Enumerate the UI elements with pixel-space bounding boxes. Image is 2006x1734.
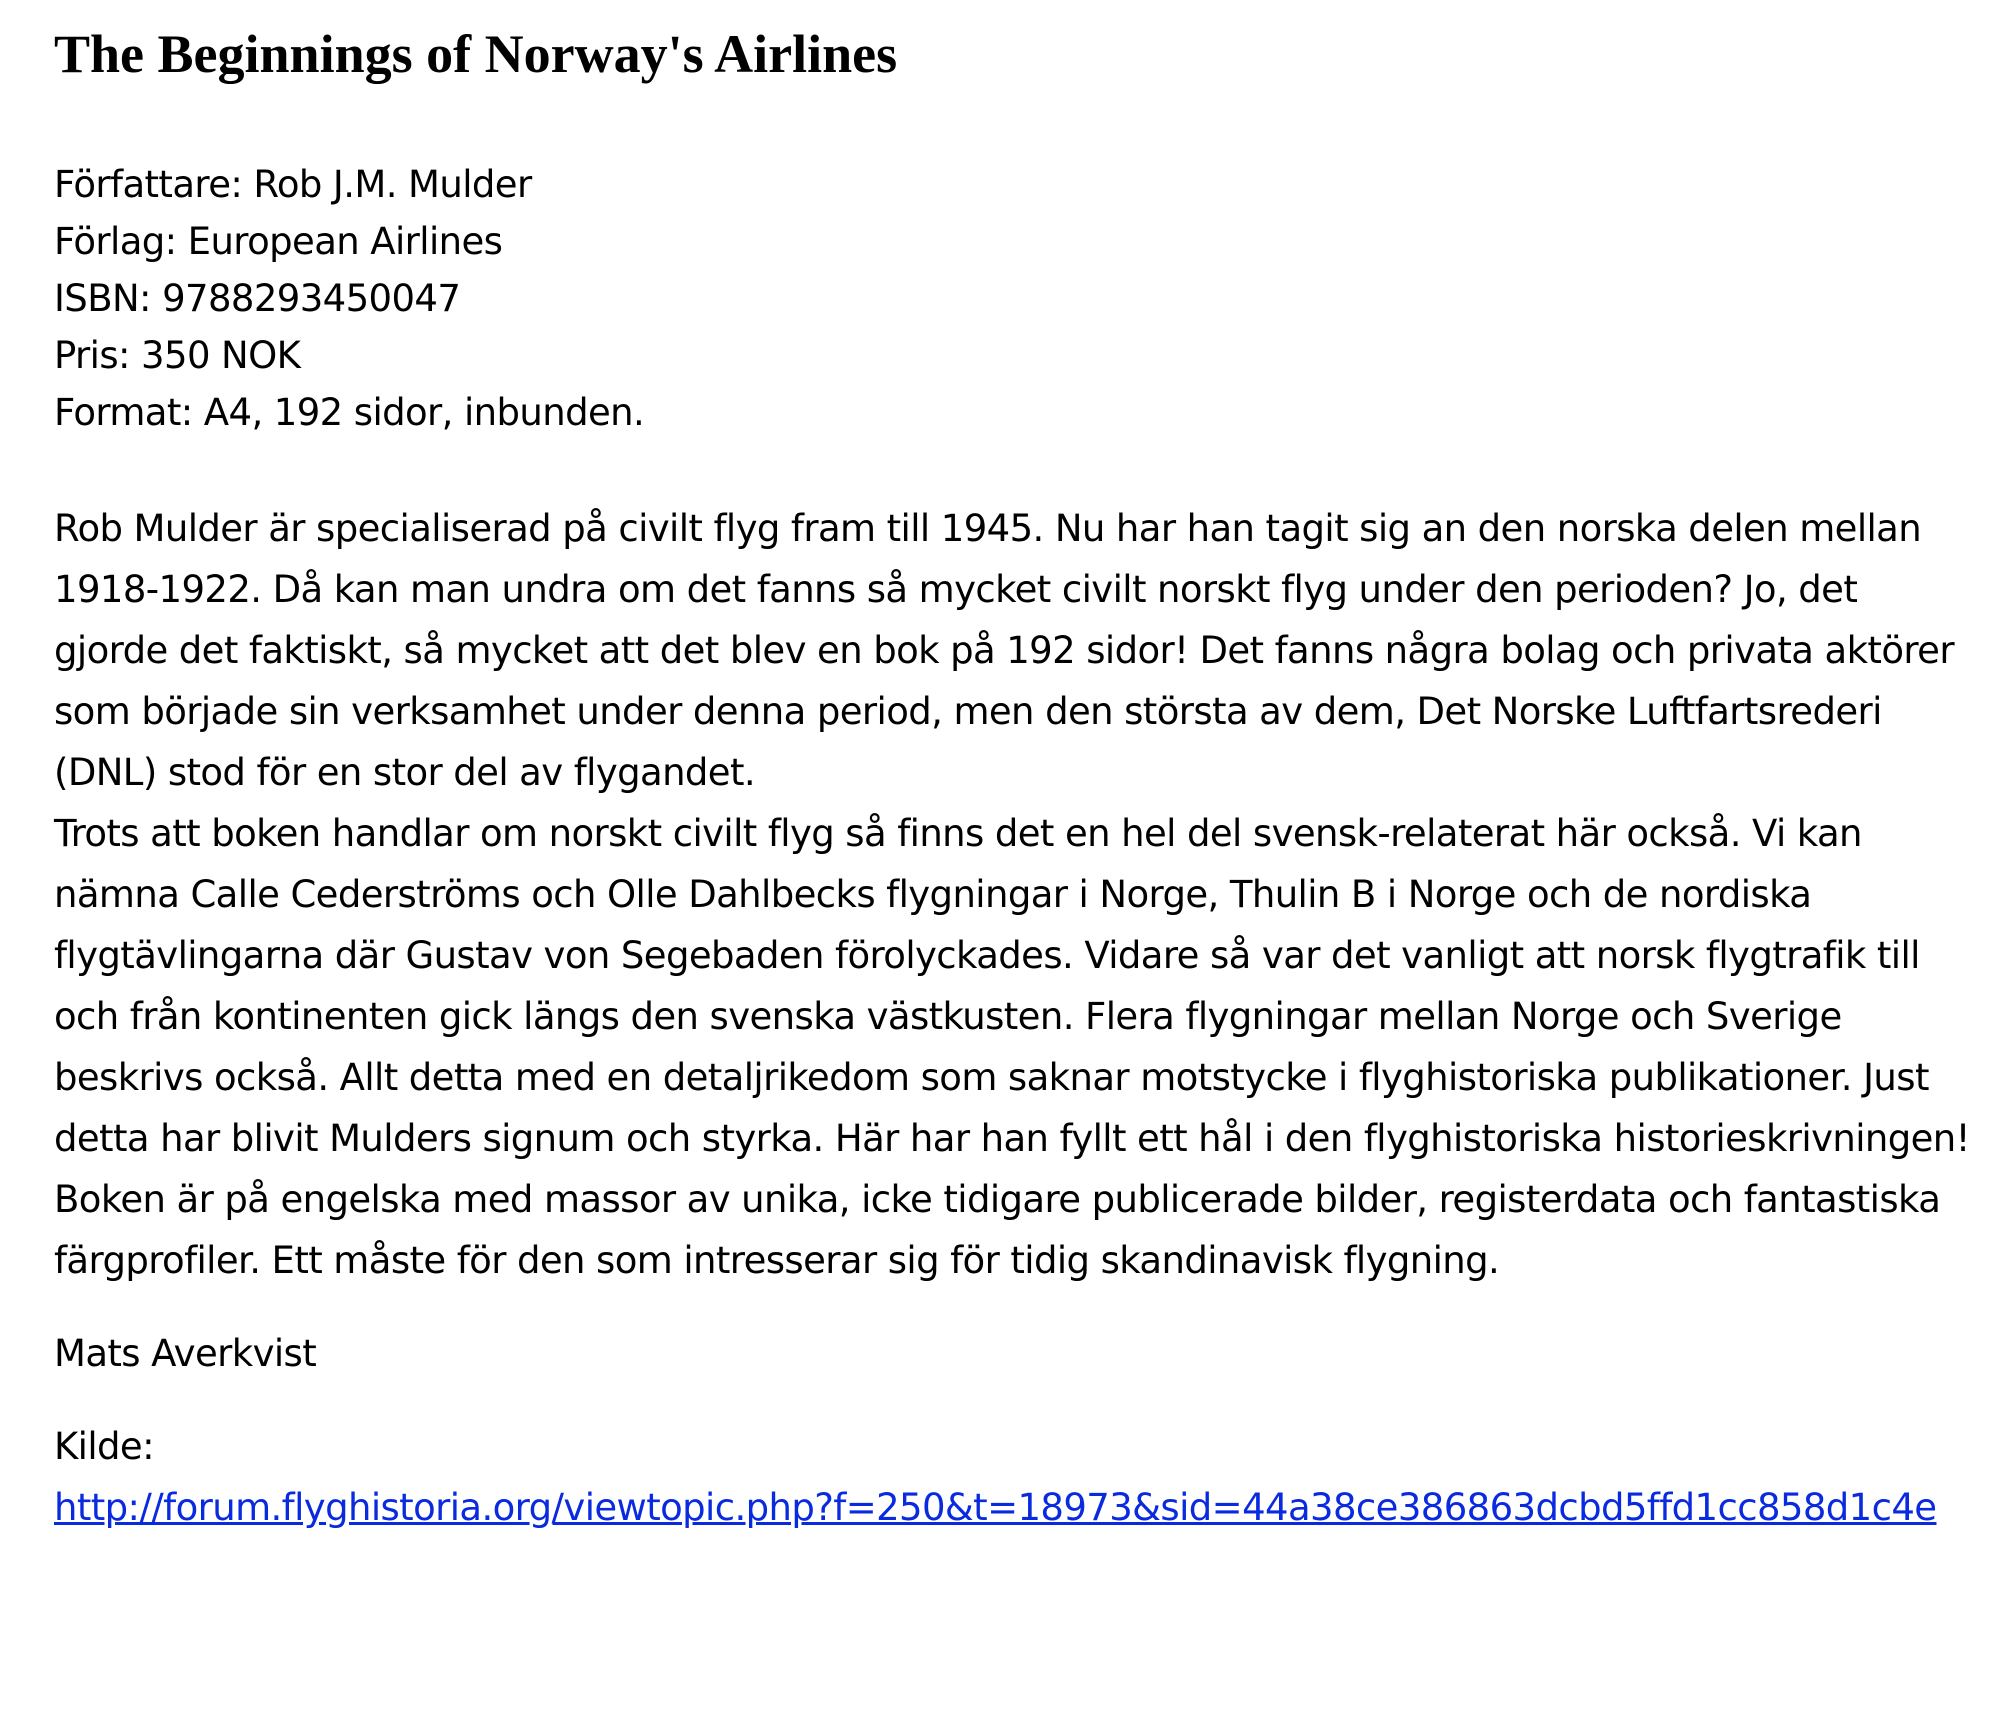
document-page <box>54 20 1974 1538</box>
metadata-isbn: ISBN: 9788293450047 <box>54 277 461 320</box>
review-paragraph: Trots att boken handlar om norskt civilt flyg så finns det en hel del svensk-relaterat här också. Vi kan nämna Calle Cederströms och Olle Dahlbecks flygningar i Norge, Thulin B i Norge och de nordiska flygtävlingarna där Gustav von Segebaden förolyckades. Vidare så var det vanligt att norsk flygtrafik till och från kontinenten gick längs den svenska västkusten. Flera flygningar mellan Norge och Sverige beskrivs också. Allt detta med en detaljrikedom som saknar motstycke i flyghistoriska publikationer. Just detta har blivit Mulders signum och styrka. Här har han fyllt ett hål i den flyghistoriska historieskrivningen! <box>54 812 1970 1160</box>
source-link[interactable]: http://forum.flyghistoria.org/viewtopic.php?f=250&t=18973&sid=44a38ce386863dcbd5ffd1cc858d1c4e <box>54 1486 1937 1529</box>
book-metadata <box>54 156 1974 441</box>
source-label: Kilde: <box>54 1425 154 1468</box>
metadata-publisher: Förlag: European Airlines <box>54 220 503 263</box>
metadata-format: Format: A4, 192 sidor, inbunden. <box>54 391 645 434</box>
metadata-price: Pris: 350 NOK <box>54 334 301 377</box>
review-body <box>54 498 1974 1291</box>
document-title: The Beginnings of Norway's Airlines <box>54 24 898 84</box>
review-paragraph: Rob Mulder är specialiserad på civilt flyg fram till 1945. Nu har han tagit sig an den norska delen mellan 1918-1922. Då kan man undra om det fanns så mycket civilt norskt flyg under den perioden? Jo, det gjorde det faktiskt, så mycket att det blev en bok på 192 sidor! Det fanns några bolag och privata aktörer som började sin verksamhet under denna period, men den största av dem, Det Norske Luftfartsrederi (DNL) stod för en stor del av flygandet. <box>54 507 1954 794</box>
review-paragraph: Boken är på engelska med massor av unika, icke tidigare publicerade bilder, registerdata och fantastiska färgprofiler. Ett måste för den som intresserar sig för tidig skandinavisk flygning. <box>54 1178 1941 1282</box>
source-section <box>54 1416 1974 1538</box>
metadata-author: Författare: Rob J.M. Mulder <box>54 163 532 206</box>
review-signature: Mats Averkvist <box>54 1332 317 1375</box>
